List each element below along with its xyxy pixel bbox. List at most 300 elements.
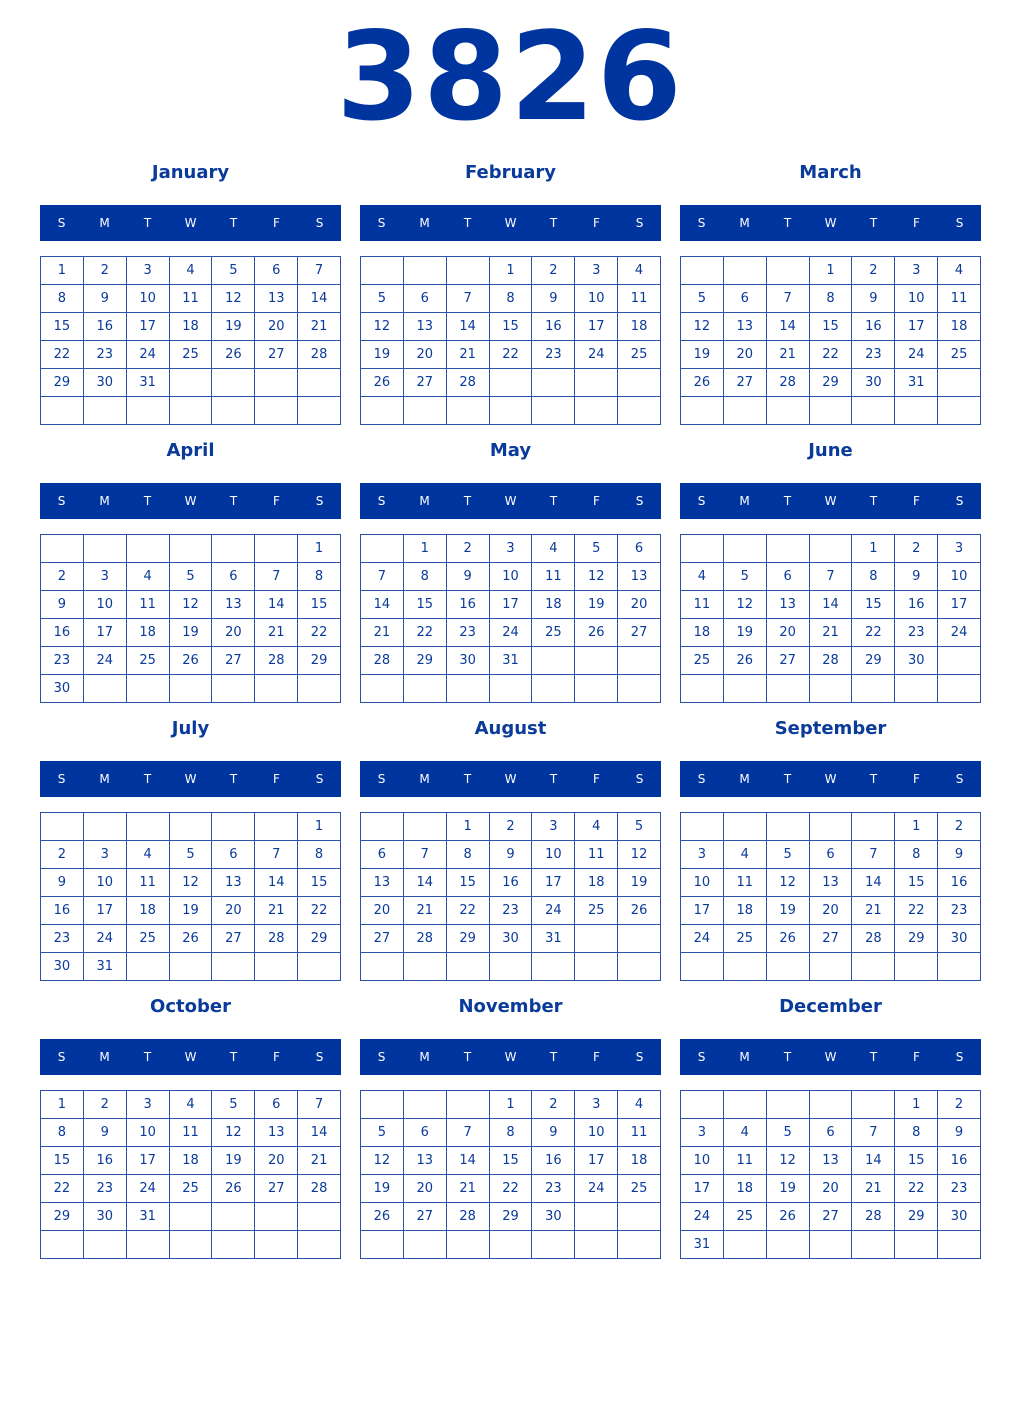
day-cell: 10: [895, 285, 938, 313]
day-cell: 23: [532, 1175, 575, 1203]
empty-cell: [255, 675, 298, 703]
day-cell: 25: [532, 619, 575, 647]
empty-cell: [575, 953, 618, 981]
weekday-label: M: [419, 1050, 430, 1064]
day-cell: 5: [212, 1091, 255, 1119]
day-cell: 30: [84, 369, 127, 397]
day-cell: 21: [255, 619, 298, 647]
day-cell: 12: [618, 841, 661, 869]
day-cell: 4: [532, 535, 575, 563]
empty-cell: [852, 953, 895, 981]
weekday-label: T: [869, 772, 878, 786]
day-cell: 16: [532, 313, 575, 341]
day-cell: 12: [170, 591, 213, 619]
day-cell: 18: [127, 619, 170, 647]
day-cell: 6: [810, 1119, 853, 1147]
empty-cell: [490, 675, 533, 703]
day-cell: 31: [532, 925, 575, 953]
day-cell: 11: [170, 1119, 213, 1147]
empty-cell: [681, 953, 724, 981]
day-cell: 6: [404, 285, 447, 313]
day-cell: 29: [810, 369, 853, 397]
day-cell: 6: [361, 841, 404, 869]
day-cell: 25: [618, 341, 661, 369]
day-cell: 29: [895, 1203, 938, 1231]
empty-cell: [212, 813, 255, 841]
day-cell: 8: [490, 285, 533, 313]
day-cell: 7: [447, 1119, 490, 1147]
weekday-header: [360, 1039, 661, 1075]
empty-cell: [724, 813, 767, 841]
weekday-label: W: [824, 216, 837, 230]
day-cell: 19: [361, 1175, 404, 1203]
weekday-label: W: [824, 494, 837, 508]
day-cell: 17: [938, 591, 981, 619]
day-cell: 30: [41, 675, 84, 703]
day-cell: 2: [41, 563, 84, 591]
weekday-header: [40, 761, 341, 797]
empty-cell: [298, 675, 341, 703]
day-cell: 4: [681, 563, 724, 591]
day-cell: 11: [724, 1147, 767, 1175]
empty-cell: [84, 675, 127, 703]
day-cell: 11: [938, 285, 981, 313]
empty-cell: [41, 535, 84, 563]
empty-cell: [404, 675, 447, 703]
day-cell: 18: [575, 869, 618, 897]
day-cell: 6: [724, 285, 767, 313]
empty-cell: [618, 925, 661, 953]
day-cell: 2: [84, 257, 127, 285]
empty-cell: [810, 1231, 853, 1259]
weekday-label: F: [593, 772, 600, 786]
day-cell: 23: [938, 1175, 981, 1203]
weekday-label: S: [57, 494, 66, 508]
empty-cell: [447, 397, 490, 425]
day-cell: 21: [298, 313, 341, 341]
day-cell: 21: [852, 897, 895, 925]
day-cell: 13: [404, 313, 447, 341]
weekday-label: T: [549, 216, 558, 230]
weekday-label: F: [273, 216, 280, 230]
day-cell: 11: [575, 841, 618, 869]
weekday-label: S: [955, 772, 964, 786]
empty-cell: [938, 1231, 981, 1259]
day-cell: 21: [404, 897, 447, 925]
day-cell: 26: [767, 1203, 810, 1231]
empty-cell: [447, 1091, 490, 1119]
day-cell: 24: [575, 341, 618, 369]
day-cell: 1: [490, 1091, 533, 1119]
weekday-label: S: [315, 494, 324, 508]
empty-cell: [490, 953, 533, 981]
day-cell: 21: [852, 1175, 895, 1203]
day-cell: 12: [575, 563, 618, 591]
day-cell: 4: [170, 1091, 213, 1119]
empty-cell: [938, 675, 981, 703]
weekday-label: W: [184, 494, 197, 508]
day-cell: 27: [404, 1203, 447, 1231]
weekday-label: S: [697, 494, 706, 508]
empty-cell: [404, 1231, 447, 1259]
day-cell: 10: [490, 563, 533, 591]
day-cell: 2: [532, 1091, 575, 1119]
day-cell: 10: [127, 285, 170, 313]
empty-cell: [41, 1231, 84, 1259]
day-cell: 2: [490, 813, 533, 841]
day-cell: 20: [212, 619, 255, 647]
day-cell: 2: [84, 1091, 127, 1119]
day-cell: 2: [938, 813, 981, 841]
empty-cell: [212, 1203, 255, 1231]
empty-cell: [255, 953, 298, 981]
empty-cell: [170, 953, 213, 981]
day-cell: 23: [852, 341, 895, 369]
day-cell: 13: [810, 1147, 853, 1175]
day-cell: 12: [767, 869, 810, 897]
month-name: July: [171, 718, 210, 739]
day-cell: 25: [681, 647, 724, 675]
empty-cell: [212, 369, 255, 397]
day-cell: 7: [852, 841, 895, 869]
day-cell: 13: [255, 1119, 298, 1147]
empty-cell: [212, 397, 255, 425]
weekday-label: T: [783, 216, 792, 230]
day-grid: [680, 812, 981, 981]
empty-cell: [938, 369, 981, 397]
day-cell: 22: [447, 897, 490, 925]
day-cell: 18: [724, 1175, 767, 1203]
day-cell: 15: [490, 313, 533, 341]
weekday-header: [40, 483, 341, 519]
empty-cell: [575, 1203, 618, 1231]
empty-cell: [404, 257, 447, 285]
weekday-label: T: [463, 772, 472, 786]
day-cell: 23: [84, 1175, 127, 1203]
day-cell: 3: [575, 257, 618, 285]
day-cell: 31: [681, 1231, 724, 1259]
weekday-label: T: [869, 1050, 878, 1064]
day-cell: 19: [361, 341, 404, 369]
day-cell: 23: [41, 647, 84, 675]
day-cell: 26: [361, 369, 404, 397]
weekday-label: F: [273, 1050, 280, 1064]
day-cell: 12: [170, 869, 213, 897]
day-cell: 15: [41, 313, 84, 341]
weekday-label: F: [593, 1050, 600, 1064]
day-cell: 23: [938, 897, 981, 925]
day-cell: 3: [681, 1119, 724, 1147]
empty-cell: [170, 1203, 213, 1231]
day-cell: 16: [532, 1147, 575, 1175]
day-cell: 28: [810, 647, 853, 675]
day-cell: 25: [170, 1175, 213, 1203]
day-cell: 14: [810, 591, 853, 619]
day-cell: 12: [767, 1147, 810, 1175]
day-cell: 26: [170, 647, 213, 675]
day-cell: 17: [532, 869, 575, 897]
empty-cell: [255, 397, 298, 425]
empty-cell: [724, 257, 767, 285]
day-cell: 28: [447, 1203, 490, 1231]
day-cell: 18: [618, 1147, 661, 1175]
weekday-label: S: [315, 772, 324, 786]
day-cell: 1: [895, 813, 938, 841]
day-cell: 18: [170, 313, 213, 341]
day-cell: 20: [404, 1175, 447, 1203]
day-cell: 19: [212, 313, 255, 341]
weekday-label: M: [419, 772, 430, 786]
day-cell: 7: [447, 285, 490, 313]
empty-cell: [361, 397, 404, 425]
empty-cell: [618, 369, 661, 397]
day-cell: 31: [127, 369, 170, 397]
day-cell: 28: [255, 925, 298, 953]
day-cell: 13: [810, 869, 853, 897]
day-cell: 15: [895, 1147, 938, 1175]
day-cell: 27: [810, 925, 853, 953]
empty-cell: [361, 953, 404, 981]
day-cell: 10: [681, 1147, 724, 1175]
empty-cell: [852, 1091, 895, 1119]
weekday-label: T: [783, 1050, 792, 1064]
day-cell: 13: [212, 591, 255, 619]
day-cell: 12: [212, 285, 255, 313]
day-cell: 2: [41, 841, 84, 869]
day-cell: 7: [361, 563, 404, 591]
day-cell: 16: [84, 1147, 127, 1175]
empty-cell: [170, 813, 213, 841]
weekday-label: W: [824, 772, 837, 786]
day-cell: 20: [810, 1175, 853, 1203]
day-grid: [40, 534, 341, 703]
day-cell: 27: [810, 1203, 853, 1231]
day-cell: 4: [724, 1119, 767, 1147]
day-cell: 19: [767, 897, 810, 925]
day-cell: 29: [852, 647, 895, 675]
day-cell: 3: [84, 841, 127, 869]
day-cell: 18: [170, 1147, 213, 1175]
empty-cell: [361, 257, 404, 285]
weekday-label: T: [229, 494, 238, 508]
day-cell: 12: [681, 313, 724, 341]
day-cell: 16: [938, 869, 981, 897]
weekday-header: [360, 205, 661, 241]
empty-cell: [810, 397, 853, 425]
empty-cell: [575, 369, 618, 397]
empty-cell: [810, 953, 853, 981]
day-cell: 9: [938, 1119, 981, 1147]
day-grid: [40, 1090, 341, 1259]
day-cell: 23: [41, 925, 84, 953]
month-name: December: [779, 996, 882, 1017]
day-cell: 20: [404, 341, 447, 369]
day-cell: 23: [490, 897, 533, 925]
empty-cell: [170, 1231, 213, 1259]
day-cell: 9: [84, 285, 127, 313]
day-cell: 20: [810, 897, 853, 925]
day-cell: 25: [724, 1203, 767, 1231]
day-cell: 8: [810, 285, 853, 313]
day-grid: [360, 1090, 661, 1259]
weekday-label: F: [913, 216, 920, 230]
empty-cell: [575, 647, 618, 675]
empty-cell: [127, 535, 170, 563]
weekday-label: S: [635, 1050, 644, 1064]
empty-cell: [767, 1091, 810, 1119]
day-cell: 24: [681, 1203, 724, 1231]
day-grid: [40, 256, 341, 425]
day-cell: 9: [938, 841, 981, 869]
day-cell: 1: [404, 535, 447, 563]
month-name: June: [808, 440, 853, 461]
day-cell: 15: [41, 1147, 84, 1175]
day-cell: 24: [127, 341, 170, 369]
day-cell: 26: [212, 1175, 255, 1203]
day-cell: 7: [852, 1119, 895, 1147]
day-cell: 5: [361, 285, 404, 313]
weekday-label: S: [697, 772, 706, 786]
empty-cell: [127, 397, 170, 425]
day-cell: 5: [767, 1119, 810, 1147]
day-cell: 31: [490, 647, 533, 675]
day-cell: 22: [895, 897, 938, 925]
empty-cell: [767, 1231, 810, 1259]
weekday-label: S: [635, 494, 644, 508]
empty-cell: [127, 953, 170, 981]
weekday-label: S: [57, 772, 66, 786]
day-cell: 19: [170, 897, 213, 925]
day-cell: 7: [298, 257, 341, 285]
day-cell: 1: [895, 1091, 938, 1119]
weekday-header: [680, 483, 981, 519]
weekday-label: M: [739, 216, 750, 230]
weekday-label: F: [593, 216, 600, 230]
day-cell: 18: [618, 313, 661, 341]
day-cell: 5: [767, 841, 810, 869]
weekday-label: T: [463, 216, 472, 230]
day-cell: 12: [361, 1147, 404, 1175]
day-cell: 22: [852, 619, 895, 647]
day-cell: 6: [212, 563, 255, 591]
empty-cell: [212, 953, 255, 981]
empty-cell: [767, 813, 810, 841]
weekday-label: M: [99, 216, 110, 230]
day-cell: 19: [170, 619, 213, 647]
weekday-header: [360, 761, 661, 797]
day-cell: 21: [361, 619, 404, 647]
day-cell: 11: [532, 563, 575, 591]
day-grid: [680, 256, 981, 425]
day-cell: 15: [895, 869, 938, 897]
empty-cell: [447, 1231, 490, 1259]
empty-cell: [490, 369, 533, 397]
weekday-label: S: [377, 494, 386, 508]
weekday-label: W: [504, 494, 517, 508]
day-cell: 3: [575, 1091, 618, 1119]
empty-cell: [681, 257, 724, 285]
weekday-label: T: [143, 1050, 152, 1064]
day-cell: 7: [298, 1091, 341, 1119]
empty-cell: [127, 813, 170, 841]
day-cell: 9: [895, 563, 938, 591]
day-cell: 28: [298, 1175, 341, 1203]
weekday-label: W: [504, 772, 517, 786]
empty-cell: [852, 813, 895, 841]
month-name: April: [166, 440, 215, 461]
day-cell: 10: [681, 869, 724, 897]
empty-cell: [212, 535, 255, 563]
empty-cell: [255, 1231, 298, 1259]
day-cell: 2: [447, 535, 490, 563]
day-cell: 25: [127, 925, 170, 953]
day-cell: 23: [447, 619, 490, 647]
day-cell: 21: [767, 341, 810, 369]
day-cell: 20: [255, 313, 298, 341]
empty-cell: [170, 675, 213, 703]
day-cell: 5: [681, 285, 724, 313]
day-cell: 3: [895, 257, 938, 285]
day-cell: 22: [298, 619, 341, 647]
empty-cell: [767, 953, 810, 981]
day-cell: 1: [490, 257, 533, 285]
day-cell: 29: [447, 925, 490, 953]
day-cell: 27: [212, 647, 255, 675]
weekday-label: S: [635, 216, 644, 230]
day-cell: 16: [41, 619, 84, 647]
empty-cell: [447, 257, 490, 285]
day-cell: 30: [938, 1203, 981, 1231]
empty-cell: [895, 397, 938, 425]
empty-cell: [852, 1231, 895, 1259]
day-cell: 25: [618, 1175, 661, 1203]
day-cell: 4: [170, 257, 213, 285]
day-cell: 22: [41, 341, 84, 369]
empty-cell: [724, 1091, 767, 1119]
empty-cell: [767, 535, 810, 563]
day-cell: 28: [255, 647, 298, 675]
day-cell: 1: [298, 813, 341, 841]
weekday-label: S: [955, 494, 964, 508]
day-cell: 26: [618, 897, 661, 925]
day-cell: 16: [895, 591, 938, 619]
day-cell: 12: [361, 313, 404, 341]
weekday-label: F: [273, 772, 280, 786]
empty-cell: [404, 813, 447, 841]
weekday-label: T: [549, 1050, 558, 1064]
day-cell: 23: [532, 341, 575, 369]
empty-cell: [41, 813, 84, 841]
weekday-label: T: [783, 494, 792, 508]
empty-cell: [490, 397, 533, 425]
day-cell: 16: [447, 591, 490, 619]
day-cell: 4: [938, 257, 981, 285]
empty-cell: [127, 1231, 170, 1259]
month-name: September: [774, 718, 887, 739]
empty-cell: [895, 1231, 938, 1259]
day-cell: 9: [852, 285, 895, 313]
day-cell: 17: [575, 313, 618, 341]
empty-cell: [41, 397, 84, 425]
empty-cell: [361, 675, 404, 703]
day-cell: 20: [618, 591, 661, 619]
day-cell: 6: [404, 1119, 447, 1147]
empty-cell: [298, 397, 341, 425]
empty-cell: [212, 1231, 255, 1259]
day-cell: 28: [404, 925, 447, 953]
weekday-label: T: [229, 1050, 238, 1064]
weekday-label: T: [463, 1050, 472, 1064]
